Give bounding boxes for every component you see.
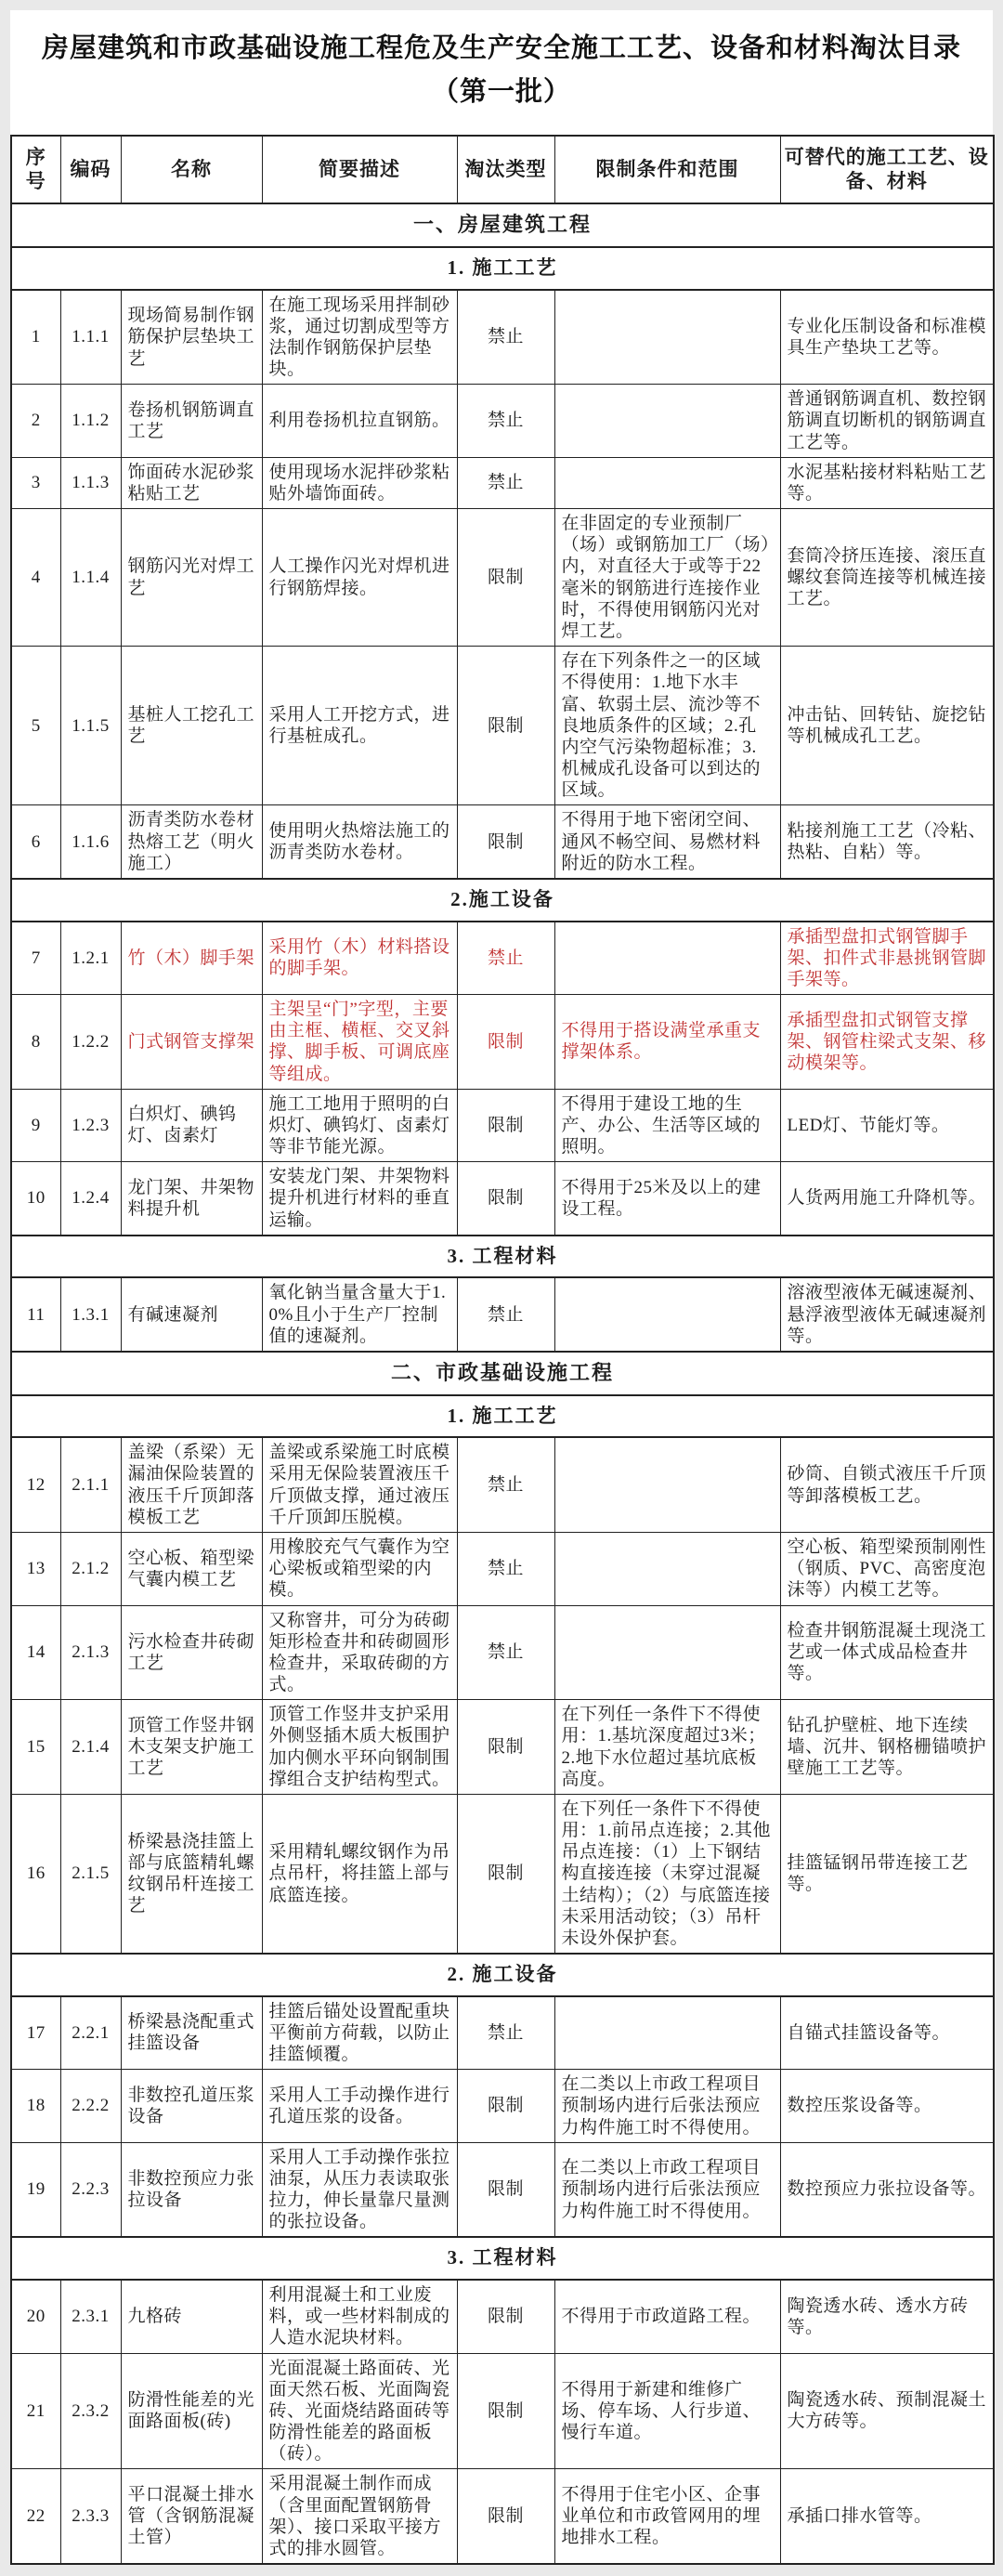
section-row (11, 1352, 994, 1395)
cell-num: 21 (11, 2353, 60, 2469)
cell-code: 2.2.3 (60, 2142, 121, 2237)
cell-code: 1.2.1 (60, 922, 121, 995)
cell-name: 基桩人工挖孔工艺 (121, 647, 262, 805)
section-row (11, 203, 994, 247)
cell-alt: 承插型盘扣式钢管支撑架、钢管柱梁式支架、移动模架等。 (780, 995, 994, 1090)
cell-limit (554, 290, 780, 385)
cell-name: 非数控孔道压浆设备 (121, 2070, 262, 2143)
table-row (11, 385, 994, 458)
cell-num: 6 (11, 805, 60, 879)
cell-alt: 承插口排水管等。 (780, 2469, 994, 2564)
cell-limit (554, 1605, 780, 1700)
cell-alt: 数控压浆设备等。 (780, 2070, 994, 2143)
section-row (11, 247, 994, 290)
cell-type: 禁止 (457, 1437, 554, 1532)
cell-num: 1 (11, 290, 60, 385)
cell-desc: 在施工现场采用拌制砂浆，通过切割成型等方法制作钢筋保护层垫块。 (262, 290, 457, 385)
cell-name: 污水检查井砖砌工艺 (121, 1605, 262, 1700)
table-row (11, 457, 994, 508)
cell-desc: 利用卷扬机拉直钢筋。 (262, 385, 457, 458)
cell-limit: 不得用于新建和维修广场、停车场、人行步道、慢行车道。 (554, 2353, 780, 2469)
cell-alt: 空心板、箱型梁预制刚性（钢质、PVC、高密度泡沫等）内模工艺等。 (780, 1532, 994, 1605)
cell-limit: 在非固定的专业预制厂（场）或钢筋加工厂（场）内，对直径大于或等于22毫米的钢筋进行连接作业时，不得使用钢筋闪光对焊工艺。 (554, 509, 780, 647)
section-row (11, 2237, 994, 2280)
cell-limit (554, 1277, 780, 1352)
table-row (11, 2280, 994, 2353)
section-row (11, 1954, 994, 1996)
cell-num: 14 (11, 1605, 60, 1700)
column-header-1: 序号 (11, 136, 60, 203)
cell-code: 2.2.2 (60, 2070, 121, 2143)
table-row (11, 647, 994, 805)
cell-code: 2.2.1 (60, 1996, 121, 2070)
cell-name: 空心板、箱型梁气囊内模工艺 (121, 1532, 262, 1605)
cell-limit: 不得用于地下密闭空间、通风不畅空间、易燃材料附近的防水工程。 (554, 805, 780, 879)
cell-name: 白炽灯、碘钨灯、卤素灯 (121, 1089, 262, 1162)
cell-code: 2.3.1 (60, 2280, 121, 2353)
cell-desc: 使用明火热熔法施工的沥青类防水卷材。 (262, 805, 457, 879)
cell-limit: 不得用于建设工地的生产、办公、生活等区域的照明。 (554, 1089, 780, 1162)
cell-desc: 施工工地用于照明的白炽灯、碘钨灯、卤素灯等非节能光源。 (262, 1089, 457, 1162)
cell-type: 限制 (457, 509, 554, 647)
cell-code: 1.2.2 (60, 995, 121, 1090)
cell-limit (554, 1437, 780, 1532)
cell-desc: 采用竹（木）材料搭设的脚手架。 (262, 922, 457, 995)
table-body (11, 203, 994, 2564)
cell-num: 17 (11, 1996, 60, 2070)
cell-code: 2.1.1 (60, 1437, 121, 1532)
cell-type: 限制 (457, 2280, 554, 2353)
table-row (11, 2070, 994, 2143)
section-title: 二、市政基础设施工程 (11, 1352, 994, 1395)
cell-code: 1.1.1 (60, 290, 121, 385)
cell-desc: 采用人工手动操作张拉油泵，从压力表读取张拉力，伸长量靠尺量测的张拉设备。 (262, 2142, 457, 2237)
section-title: 2.施工设备 (11, 879, 994, 922)
cell-desc: 主架呈“门”字型，主要由主框、横框、交叉斜撑、脚手板、可调底座等组成。 (262, 995, 457, 1090)
cell-limit: 不得用于25米及以上的建设工程。 (554, 1162, 780, 1236)
cell-num: 4 (11, 509, 60, 647)
cell-limit: 存在下列条件之一的区域不得使用：1.地下水丰富、软弱土层、流沙等不良地质条件的区域；2.孔内空气污染物超标准；3.机械成孔设备可以到达的区域。 (554, 647, 780, 805)
cell-num: 12 (11, 1437, 60, 1532)
cell-name: 门式钢管支撑架 (121, 995, 262, 1090)
cell-alt: 检查井钢筋混凝土现浇工艺或一体式成品检查井等。 (780, 1605, 994, 1700)
cell-alt: 普通钢筋调直机、数控钢筋调直切断机的钢筋调直工艺等。 (780, 385, 994, 458)
cell-alt: 数控预应力张拉设备等。 (780, 2142, 994, 2237)
cell-num: 16 (11, 1794, 60, 1954)
table-row (11, 1794, 994, 1954)
cell-type: 限制 (457, 2142, 554, 2237)
table-row (11, 1532, 994, 1605)
document-page (10, 10, 993, 2565)
table-row (11, 1605, 994, 1700)
cell-alt: 溶液型液体无碱速凝剂、悬浮液型液体无碱速凝剂等。 (780, 1277, 994, 1352)
cell-limit: 不得用于搭设满堂承重支撑架体系。 (554, 995, 780, 1090)
table-row (11, 2353, 994, 2469)
cell-alt: 砂筒、自锁式液压千斤顶等卸落模板工艺。 (780, 1437, 994, 1532)
cell-name: 饰面砖水泥砂浆粘贴工艺 (121, 457, 262, 508)
cell-name: 竹（木）脚手架 (121, 922, 262, 995)
page-title: 房屋建筑和市政基础设施工程危及生产安全施工工艺、设备和材料淘汰目录（第一批） (10, 10, 993, 135)
table-row (11, 922, 994, 995)
cell-type: 限制 (457, 2469, 554, 2564)
cell-code: 1.3.1 (60, 1277, 121, 1352)
column-header-5: 淘汰类型 (457, 136, 554, 203)
cell-desc: 挂篮后锚处设置配重块平衡前方荷载，以防止挂篮倾覆。 (262, 1996, 457, 2070)
cell-limit (554, 385, 780, 458)
cell-desc: 盖梁或系梁施工时底模采用无保险装置液压千斤顶做支撑，通过液压千斤顶卸压脱模。 (262, 1437, 457, 1532)
cell-code: 1.2.4 (60, 1162, 121, 1236)
table-row (11, 1700, 994, 1795)
cell-limit: 不得用于市政道路工程。 (554, 2280, 780, 2353)
cell-name: 沥青类防水卷材热熔工艺（明火施工） (121, 805, 262, 879)
table-row (11, 1162, 994, 1236)
section-title: 一、房屋建筑工程 (11, 203, 994, 247)
cell-type: 限制 (457, 647, 554, 805)
cell-type: 限制 (457, 1700, 554, 1795)
cell-type: 限制 (457, 2070, 554, 2143)
cell-num: 2 (11, 385, 60, 458)
cell-type: 禁止 (457, 922, 554, 995)
table-row (11, 1437, 994, 1532)
cell-name: 龙门架、井架物料提升机 (121, 1162, 262, 1236)
cell-num: 7 (11, 922, 60, 995)
section-title: 1. 施工工艺 (11, 1395, 994, 1438)
cell-desc: 又称窨井，可分为砖砌矩形检查井和砖砌圆形检查井，采取砖砌的方式。 (262, 1605, 457, 1700)
cell-code: 1.1.5 (60, 647, 121, 805)
cell-num: 13 (11, 1532, 60, 1605)
cell-num: 11 (11, 1277, 60, 1352)
cell-name: 桥梁悬浇配重式挂篮设备 (121, 1996, 262, 2070)
cell-name: 桥梁悬浇挂篮上部与底篮精轧螺纹钢吊杆连接工艺 (121, 1794, 262, 1954)
cell-desc: 安装龙门架、井架物料提升机进行材料的垂直运输。 (262, 1162, 457, 1236)
cell-type: 限制 (457, 1162, 554, 1236)
cell-num: 18 (11, 2070, 60, 2143)
cell-alt: 冲击钻、回转钻、旋挖钻等机械成孔工艺。 (780, 647, 994, 805)
cell-name: 顶管工作竖井钢木支架支护施工工艺 (121, 1700, 262, 1795)
cell-type: 禁止 (457, 457, 554, 508)
table-row (11, 290, 994, 385)
cell-num: 20 (11, 2280, 60, 2353)
cell-limit: 在下列任一条件下不得使用：1.基坑深度超过3米；2.地下水位超过基坑底板高度。 (554, 1700, 780, 1795)
cell-limit: 在下列任一条件下不得使用：1.前吊点连接；2.其他吊点连接：（1）上下钢结构直接连接（未穿过混凝土结构）；（2）与底篮连接未采用活动铰；（3）吊杆未设外保护套。 (554, 1794, 780, 1954)
column-header-6: 限制条件和范围 (554, 136, 780, 203)
cell-alt: 粘接剂施工工艺（冷粘、热粘、自粘）等。 (780, 805, 994, 879)
cell-alt: 陶瓷透水砖、预制混凝土大方砖等。 (780, 2353, 994, 2469)
cell-alt: 挂篮锰钢吊带连接工艺等。 (780, 1794, 994, 1954)
cell-code: 1.1.3 (60, 457, 121, 508)
cell-name: 防滑性能差的光面路面板(砖) (121, 2353, 262, 2469)
cell-limit (554, 1996, 780, 2070)
elimination-catalog-table (10, 135, 995, 2565)
cell-type: 限制 (457, 805, 554, 879)
section-title: 3. 工程材料 (11, 2237, 994, 2280)
cell-limit (554, 922, 780, 995)
cell-type: 禁止 (457, 1605, 554, 1700)
column-header-3: 名称 (121, 136, 262, 203)
cell-type: 禁止 (457, 1996, 554, 2070)
column-header-7: 可替代的施工工艺、设备、材料 (780, 136, 994, 203)
cell-code: 2.1.5 (60, 1794, 121, 1954)
table-row (11, 1277, 994, 1352)
cell-name: 盖梁（系梁）无漏油保险装置的液压千斤顶卸落模板工艺 (121, 1437, 262, 1532)
cell-name: 平口混凝土排水管（含钢筋混凝土管） (121, 2469, 262, 2564)
cell-type: 限制 (457, 2353, 554, 2469)
cell-alt: 套筒冷挤压连接、滚压直螺纹套筒连接等机械连接工艺。 (780, 509, 994, 647)
cell-type: 禁止 (457, 1277, 554, 1352)
cell-desc: 采用人工开挖方式，进行基桩成孔。 (262, 647, 457, 805)
cell-num: 19 (11, 2142, 60, 2237)
table-row (11, 2142, 994, 2237)
cell-code: 1.2.3 (60, 1089, 121, 1162)
cell-type: 禁止 (457, 290, 554, 385)
cell-limit: 不得用于住宅小区、企事业单位和市政管网用的埋地排水工程。 (554, 2469, 780, 2564)
section-title: 1. 施工工艺 (11, 247, 994, 290)
cell-type: 限制 (457, 1089, 554, 1162)
section-title: 2. 施工设备 (11, 1954, 994, 1996)
cell-code: 2.3.3 (60, 2469, 121, 2564)
cell-desc: 采用混凝土制作而成（含里面配置钢筋骨架）、接口采取平接方式的排水圆管。 (262, 2469, 457, 2564)
cell-limit: 在二类以上市政工程项目预制场内进行后张法预应力构件施工时不得使用。 (554, 2142, 780, 2237)
cell-num: 15 (11, 1700, 60, 1795)
cell-code: 2.1.4 (60, 1700, 121, 1795)
cell-code: 1.1.4 (60, 509, 121, 647)
column-header-2: 编码 (60, 136, 121, 203)
cell-name: 现场简易制作钢筋保护层垫块工艺 (121, 290, 262, 385)
cell-desc: 采用人工手动操作进行孔道压浆的设备。 (262, 2070, 457, 2143)
section-row (11, 1236, 994, 1278)
cell-alt: 钻孔护壁桩、地下连续墙、沉井、钢格栅锚喷护壁施工工艺等。 (780, 1700, 994, 1795)
cell-limit (554, 457, 780, 508)
cell-desc: 利用混凝土和工业废料，或一些材料制成的人造水泥块材料。 (262, 2280, 457, 2353)
table-row (11, 2469, 994, 2564)
cell-desc: 用橡胶充气气囊作为空心梁板或箱型梁的内模。 (262, 1532, 457, 1605)
cell-type: 禁止 (457, 1532, 554, 1605)
cell-code: 1.1.6 (60, 805, 121, 879)
cell-code: 2.1.3 (60, 1605, 121, 1700)
table-row (11, 509, 994, 647)
cell-desc: 人工操作闪光对焊机进行钢筋焊接。 (262, 509, 457, 647)
cell-code: 2.3.2 (60, 2353, 121, 2469)
cell-code: 2.1.2 (60, 1532, 121, 1605)
cell-name: 钢筋闪光对焊工艺 (121, 509, 262, 647)
section-row (11, 1395, 994, 1438)
cell-num: 10 (11, 1162, 60, 1236)
table-row (11, 1996, 994, 2070)
section-title: 3. 工程材料 (11, 1236, 994, 1278)
cell-num: 3 (11, 457, 60, 508)
cell-alt: 自锚式挂篮设备等。 (780, 1996, 994, 2070)
section-row (11, 879, 994, 922)
cell-desc: 使用现场水泥拌砂浆粘贴外墙饰面砖。 (262, 457, 457, 508)
cell-type: 限制 (457, 1794, 554, 1954)
cell-name: 有碱速凝剂 (121, 1277, 262, 1352)
cell-desc: 顶管工作竖井支护采用外侧竖插木质大板围护加内侧水平环向钢制围撑组合支护结构型式。 (262, 1700, 457, 1795)
cell-desc: 光面混凝土路面砖、光面天然石板、光面陶瓷砖、光面烧结路面砖等防滑性能差的路面板（砖）。 (262, 2353, 457, 2469)
cell-type: 禁止 (457, 385, 554, 458)
cell-alt: 人货两用施工升降机等。 (780, 1162, 994, 1236)
cell-name: 卷扬机钢筋调直工艺 (121, 385, 262, 458)
column-header-4: 简要描述 (262, 136, 457, 203)
cell-name: 非数控预应力张拉设备 (121, 2142, 262, 2237)
cell-name: 九格砖 (121, 2280, 262, 2353)
cell-desc: 氧化钠当量含量大于1.0%且小于生产厂控制值的速凝剂。 (262, 1277, 457, 1352)
table-row (11, 995, 994, 1090)
cell-type: 限制 (457, 995, 554, 1090)
cell-alt: 水泥基粘接材料粘贴工艺等。 (780, 457, 994, 508)
table-row (11, 1089, 994, 1162)
table-row (11, 805, 994, 879)
cell-alt: 承插型盘扣式钢管脚手架、扣件式非悬挑钢管脚手架等。 (780, 922, 994, 995)
cell-num: 9 (11, 1089, 60, 1162)
cell-limit: 在二类以上市政工程项目预制场内进行后张法预应力构件施工时不得使用。 (554, 2070, 780, 2143)
cell-num: 5 (11, 647, 60, 805)
cell-code: 1.1.2 (60, 385, 121, 458)
cell-alt: LED灯、节能灯等。 (780, 1089, 994, 1162)
cell-desc: 采用精轧螺纹钢作为吊点吊杆，将挂篮上部与底篮连接。 (262, 1794, 457, 1954)
cell-alt: 专业化压制设备和标准模具生产垫块工艺等。 (780, 290, 994, 385)
cell-limit (554, 1532, 780, 1605)
cell-num: 8 (11, 995, 60, 1090)
header-row (11, 136, 994, 203)
cell-num: 22 (11, 2469, 60, 2564)
cell-alt: 陶瓷透水砖、透水方砖等。 (780, 2280, 994, 2353)
